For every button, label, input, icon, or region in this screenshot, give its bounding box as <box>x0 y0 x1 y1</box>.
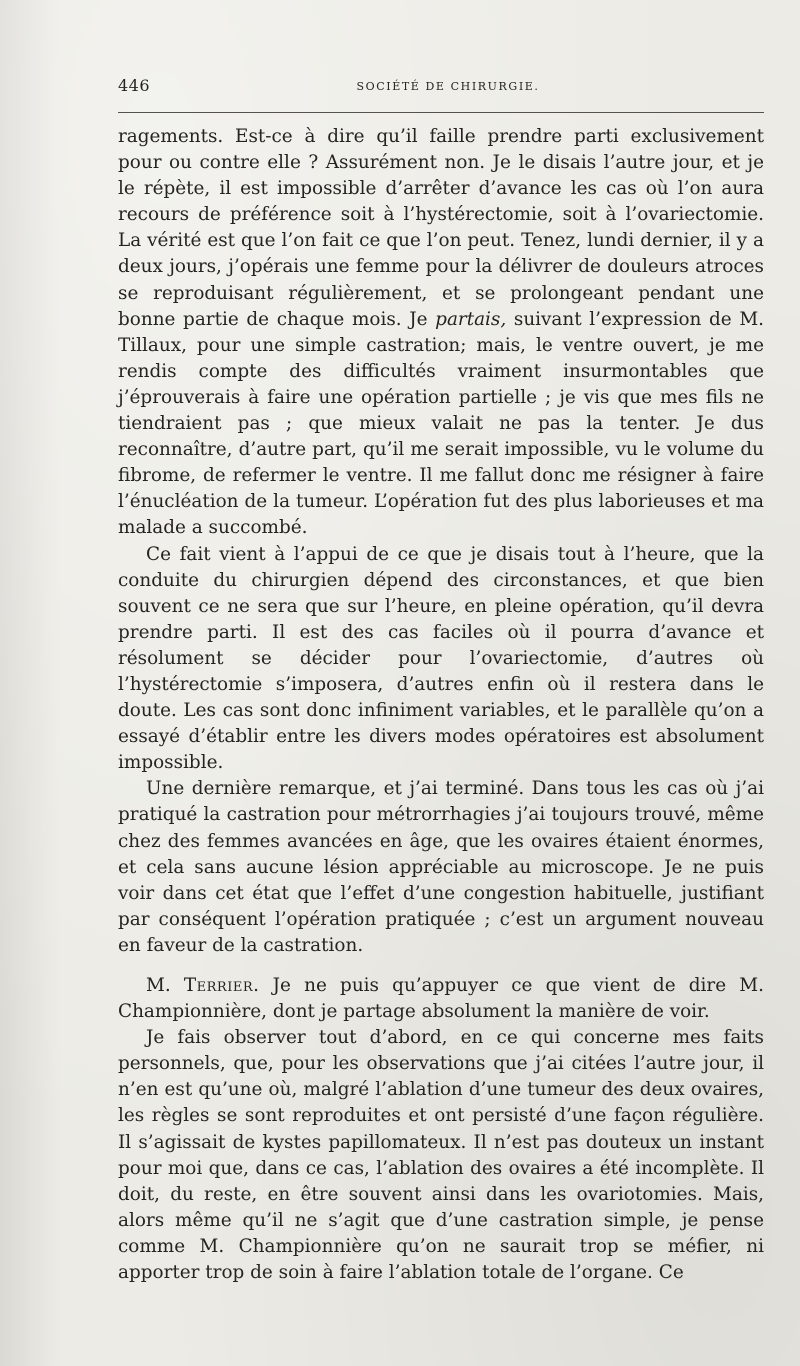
speaker-name: Terrier. <box>183 975 260 996</box>
running-head: SOCIÉTÉ DE CHIRURGIE. <box>356 80 540 93</box>
paragraph-speaker-terrier: M. Terrier. Je ne puis qu’appuyer ce que vient de dire M. Championnière, dont je partage absolument la manière de voir. <box>118 975 764 1023</box>
body-text <box>118 124 764 1286</box>
paragraph: Une dernière remarque, et j’ai terminé. Dans tous les cas où j’ai pratiqué la castration pour métrorrhagies j’ai toujours trouvé, même chez des femmes avancées en âge, que les ovaires étaient énormes, et cela sans aucune lésion appréciable au microscope. Je ne puis voir dans cet état que l’effet d’une congestion habituelle, justifiant par conséquent l’opération pratiquée ; c’est un argument nouveau en faveur de la castration. <box>118 778 764 956</box>
paragraph-continuation: ragements. Est-ce à dire qu’il faille prendre parti exclusivement pour ou contre elle ? Assurément non. Je le disais l’autre jour, et je le répète, il est impossible d’arrêter d’avance les cas où l’on aura recours de préférence soit à l’hystérectomie, soit à l’ovariectomie. La vérité est que l’on fait ce que l’on peut. Tenez, lundi dernier, il y a deux jours, j’opérais une femme pour la délivrer de douleurs atroces se reproduisant régulièrement, et se prolongeant pendant une bonne partie de chaque mois. Je partais, suivant l’expression de M. Tillaux, pour une simple castration; mais, le ventre ouvert, je me rendis compte des difficultés vraiment insurmontables que j’éprouverais à faire une opération partielle ; je vis que mes fils ne tiendraient pas ; que mieux valait ne pas la tenter. Je dus reconnaître, d’autre part, qu’il me serait impossible, vu le volume du fibrome, de refermer le ventre. Il me fallut donc me résigner à faire l’énucléation de la tumeur. L’opération fut des plus laborieuses et ma malade a succombé. <box>118 126 765 539</box>
paragraph: Je fais observer tout d’abord, en ce qui concerne mes faits personnels, que, pour les observations que j’ai citées l’autre jour, il n’en est qu’une où, malgré l’ablation d’une tumeur des deux ovaires, les règles se sont reproduites et ont persisté d’une façon régulière. Il s’agissait de kystes papillomateux. Il n’est pas douteux un instant pour moi que, dans ce cas, l’ablation des ovaires a été incomplète. Il doit, du reste, en être souvent ainsi dans les ovariotomies. Mais, alors même qu’il ne s’agit que d’une castration simple, je pense comme M. Championnière qu’on ne saurait trop se méfier, ni apporter trop de soin à faire l’ablation totale de l’organe. Ce <box>118 1027 764 1284</box>
header-rule <box>118 112 764 113</box>
paragraph: Ce fait vient à l’appui de ce que je disais tout à l’heure, que la conduite du chirurgien dépend des circonstances, et que bien souvent ce ne sera que sur l’heure, en pleine opération, qu’il devra prendre parti. Il est des cas faciles où il pourra d’avance et résolument se décider pour l’ovariectomie, d’autres où l’hystérectomie s’imposera, d’autres enfin où il restera dans le doute. Les cas sont donc infiniment variables, et le parallèle qu’on a essayé d’établir entre les divers modes opératoires est absolument impossible. <box>118 543 764 774</box>
emphasis-partais: partais, <box>435 308 507 330</box>
page-number: 446 <box>118 76 151 95</box>
page-header <box>118 76 764 100</box>
